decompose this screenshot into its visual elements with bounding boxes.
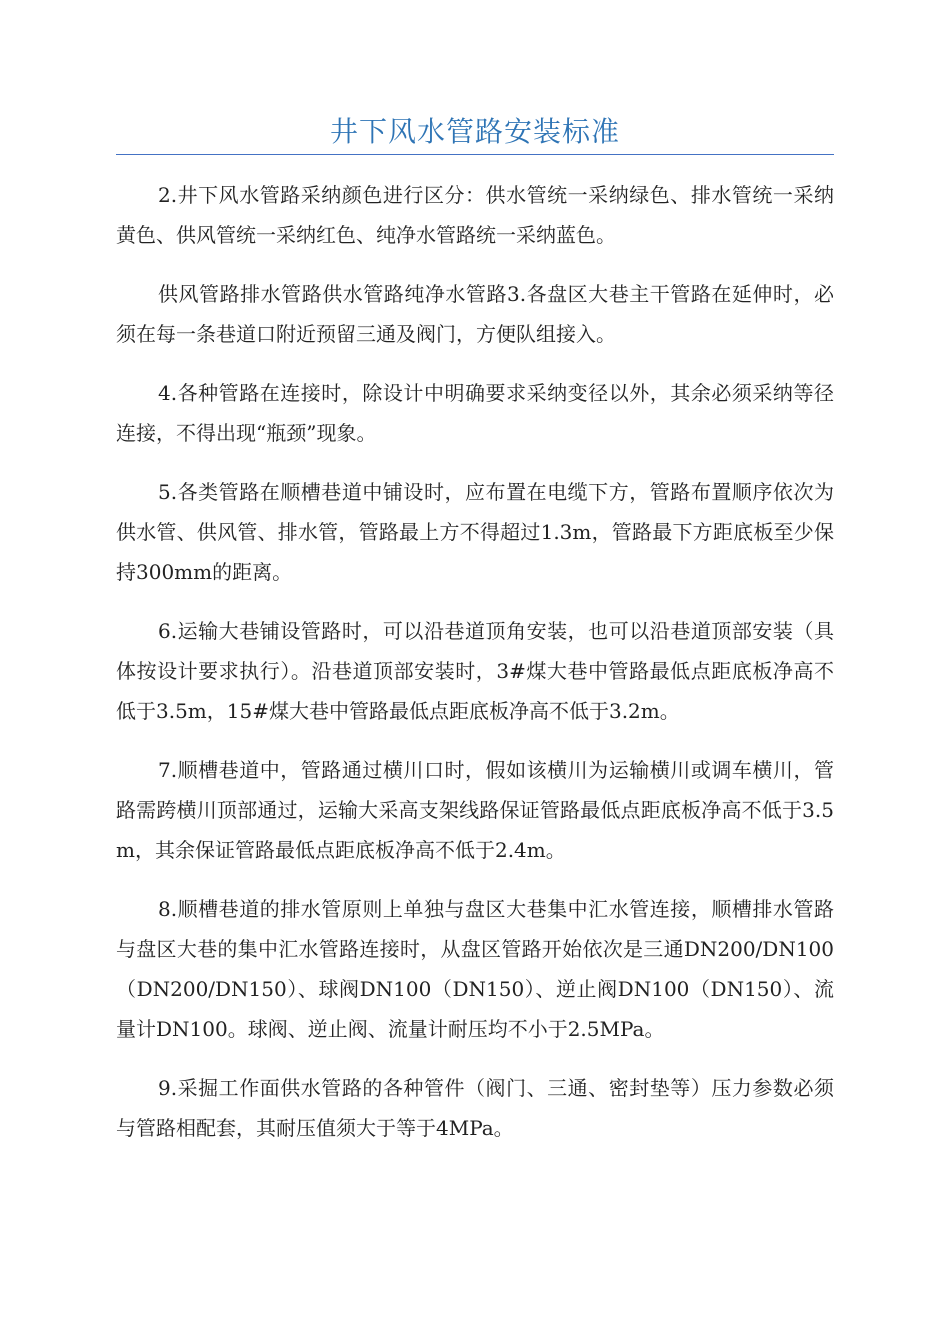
paragraph-item-9: 9.采掘工作面供水管路的各种管件（阀门、三通、密封垫等）压力参数必须与管路相配套，其耐压值须大于等于4MPa。	[116, 1076, 834, 1140]
paragraph-item-7: 7.顺槽巷道中，管路通过横川口时，假如该横川为运输横川或调车横川，管路需跨横川顶部通过，运输大采高支架线路保证管路最低点距底板净高不低于3.5m，其余保证管路最低点距底板净高不低于2.4m。	[116, 758, 834, 862]
paragraph-item-3: 供风管路排水管路供水管路纯净水管路3.各盘区大巷主干管路在延伸时，必须在每一条巷道口附近预留三通及阀门，方便队组接入。	[116, 282, 834, 346]
title-underline	[116, 154, 834, 155]
paragraph-item-2: 2.井下风水管路采纳颜色进行区分：供水管统一采纳绿色、排水管统一采纳黄色、供风管统一采纳红色、纯净水管路统一采纳蓝色。	[116, 183, 834, 247]
paragraph-item-4: 4.各种管路在连接时，除设计中明确要求采纳变径以外，其余必须采纳等径连接，不得出现“瓶颈”现象。	[116, 381, 834, 445]
paragraph-item-8: 8.顺槽巷道的排水管原则上单独与盘区大巷集中汇水管连接，顺槽排水管路与盘区大巷的集中汇水管路连接时，从盘区管路开始依次是三通DN200/DN100（DN200/DN150）、球阀DN100（DN150）、逆止阀DN100（DN150）、流量计DN100。球阀、逆止阀、流量计耐压均不小于2.5MPa。	[116, 897, 834, 1041]
paragraph-item-6: 6.运输大巷铺设管路时，可以沿巷道顶角安装，也可以沿巷道顶部安装（具体按设计要求执行）。沿巷道顶部安装时，3#煤大巷中管路最低点距底板净高不低于3.5m，15#煤大巷中管路最低点距底板净高不低于3.2m。	[116, 619, 834, 723]
document-body	[116, 175, 834, 1167]
document-title: 井下风水管路安装标准	[329, 115, 620, 148]
paragraph-item-5: 5.各类管路在顺槽巷道中铺设时，应布置在电缆下方，管路布置顺序依次为供水管、供风管、排水管，管路最上方不得超过1.3m，管路最下方距底板至少保持300mm的距离。	[116, 480, 834, 584]
